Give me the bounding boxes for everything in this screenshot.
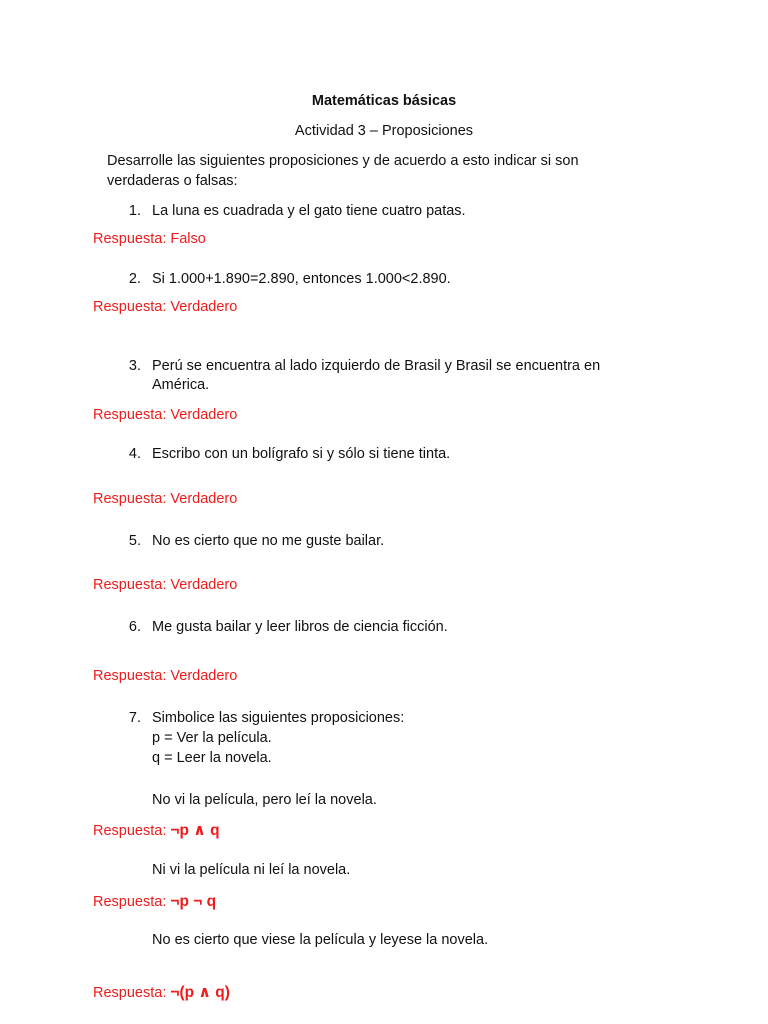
sub-item-text: No es cierto que viese la película y leyese la novela. — [152, 932, 489, 948]
answer-label: Respuesta: — [93, 491, 171, 507]
sub-item-text: Ni vi la película ni leí la novela. — [152, 862, 351, 878]
answer — [93, 575, 237, 595]
answer-value: Verdadero — [170, 668, 238, 684]
document-title: Matemáticas básicas — [311, 93, 457, 109]
item-number: 3. — [128, 358, 141, 374]
item-text: Si 1.000+1.890=2.890, entonces 1.000<2.890. — [152, 271, 451, 287]
answer-label: Respuesta: — [93, 823, 171, 839]
item-number: 7. — [128, 710, 141, 726]
answer-label: Respuesta: — [93, 299, 171, 315]
item-text: Escribo con un bolígrafo si y sólo si tiene tinta. — [152, 446, 451, 462]
intro-text-line-1: Desarrolle las siguientes proposiciones y de acuerdo a esto indicar si son — [107, 153, 579, 169]
answer-value: Verdadero — [170, 407, 238, 423]
answer — [93, 821, 220, 841]
answer-label: Respuesta: — [93, 668, 171, 684]
answer-label: Respuesta: — [93, 231, 171, 247]
answer-formula: ¬p ∧ q — [170, 822, 220, 839]
item-text: Simbolice las siguientes proposiciones: — [152, 710, 405, 726]
item-text: No es cierto que no me guste bailar. — [152, 533, 385, 549]
answer-label: Respuesta: — [93, 894, 171, 910]
item-number: 1. — [128, 203, 141, 219]
item-text: Perú se encuentra al lado izquierdo de Brasil y Brasil se encuentra en — [152, 358, 601, 374]
item-text-continuation: América. — [152, 377, 210, 393]
answer-label: Respuesta: — [93, 577, 171, 593]
document-subtitle: Actividad 3 – Proposiciones — [294, 123, 474, 139]
answer — [93, 405, 237, 425]
item-number: 2. — [128, 271, 141, 287]
sub-item-text: No vi la película, pero leí la novela. — [152, 792, 377, 808]
answer — [93, 666, 237, 686]
answer-label: Respuesta: — [93, 407, 171, 423]
item-number: 6. — [128, 619, 141, 635]
answer-formula: ¬(p ∧ q) — [170, 984, 230, 1001]
item-text: Me gusta bailar y leer libros de ciencia ficción. — [152, 619, 448, 635]
answer — [93, 983, 230, 1003]
definition-q: q = Leer la novela. — [152, 750, 272, 766]
intro-text-line-2: verdaderas o falsas: — [107, 173, 238, 189]
definition-p: p = Ver la película. — [152, 730, 272, 746]
answer — [93, 892, 216, 912]
answer-label: Respuesta: — [93, 985, 171, 1001]
item-number: 4. — [128, 446, 141, 462]
item-number: 5. — [128, 533, 141, 549]
answer-value: Falso — [170, 231, 206, 247]
item-text: La luna es cuadrada y el gato tiene cuatro patas. — [152, 203, 466, 219]
answer — [93, 489, 237, 509]
answer-value: Verdadero — [170, 491, 238, 507]
answer-value: Verdadero — [170, 577, 238, 593]
answer — [93, 297, 237, 317]
answer — [93, 229, 206, 249]
answer-formula: ¬p ¬ q — [170, 893, 217, 910]
answer-value: Verdadero — [170, 299, 238, 315]
